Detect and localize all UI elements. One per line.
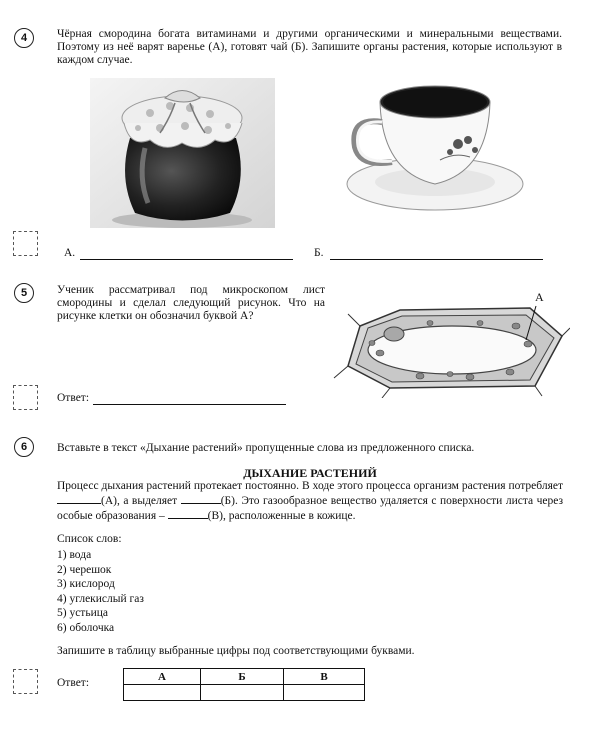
question-4-text: Чёрная смородина богата витаминами и другими органическими и минеральными веществами. Поэтому из неё варят варенье (А), готовят чай (Б). Запишите органы растения, которые используют в каждом случае.: [57, 28, 562, 66]
question-6-intro: Вставьте в текст «Дыхание растений» пропущенные слова из предложенного списка.: [57, 442, 475, 454]
table-header-c: В: [284, 669, 365, 685]
table-instruction: Запишите в таблицу выбранные цифры под соответствующими буквами.: [57, 645, 415, 657]
answer-a-line[interactable]: [80, 258, 293, 260]
word-item: 4) углекислый газ: [57, 592, 144, 605]
teacup-image: [340, 82, 530, 212]
answer-table: [123, 668, 365, 701]
text-title: ДЫХАНИЕ РАСТЕНИЙ: [243, 466, 377, 480]
passage-part-2: (А), а выделяет: [101, 495, 178, 507]
figure-label-a: А: [535, 290, 544, 304]
passage-part-4: (В), расположенные в кожице.: [207, 510, 356, 522]
answer-table-input-row: [124, 685, 365, 701]
question-4-number: 4: [14, 28, 34, 48]
passage-part-1: Процесс дыхания растений протекает постоянно. В ходе этого процесса организм растения потребляет: [57, 480, 563, 492]
word-list-title: Список слов:: [57, 533, 122, 545]
answer-box-5[interactable]: [13, 385, 38, 410]
answer-line-5[interactable]: [93, 403, 286, 405]
passage: [57, 480, 563, 523]
leaf-cell-drawing: [330, 288, 570, 398]
word-item: 1) вода: [57, 549, 92, 561]
table-cell-a[interactable]: [124, 685, 201, 701]
answer-b-line[interactable]: [330, 258, 543, 260]
table-header-a: А: [124, 669, 201, 685]
question-6-number: 6: [14, 437, 34, 457]
question-5-number: 5: [14, 283, 34, 303]
passage-part-3: (Б). Это газообразное вещество удаляется с поверхности листа через особые образования –: [57, 495, 564, 522]
question-5-text: Ученик рассматривал под микроскопом лист смородины и сделал следующий рисунок. Что на рисунке клетки он обозначил буквой А?: [57, 284, 325, 322]
blank-c[interactable]: [168, 508, 208, 519]
word-list: [57, 548, 144, 635]
blank-a[interactable]: [57, 493, 101, 504]
table-header-b: Б: [201, 669, 284, 685]
table-cell-c[interactable]: [284, 685, 365, 701]
answer-box-4[interactable]: [13, 231, 38, 256]
answer-table-header-row: [124, 669, 365, 685]
answer-b-label: Б.: [314, 247, 324, 259]
answer-label-5: Ответ:: [57, 392, 90, 404]
word-item: 5) устьица: [57, 607, 108, 619]
answer-a-label: А.: [64, 247, 76, 259]
answer-box-6[interactable]: [13, 669, 38, 694]
answer-label-6: Ответ:: [57, 677, 90, 689]
word-item: 6) оболочка: [57, 621, 115, 634]
blank-b[interactable]: [181, 493, 221, 504]
word-item: 2) черешок: [57, 563, 112, 576]
jam-jar-image: [90, 78, 275, 228]
word-item: 3) кислород: [57, 578, 115, 590]
table-cell-b[interactable]: [201, 685, 284, 701]
